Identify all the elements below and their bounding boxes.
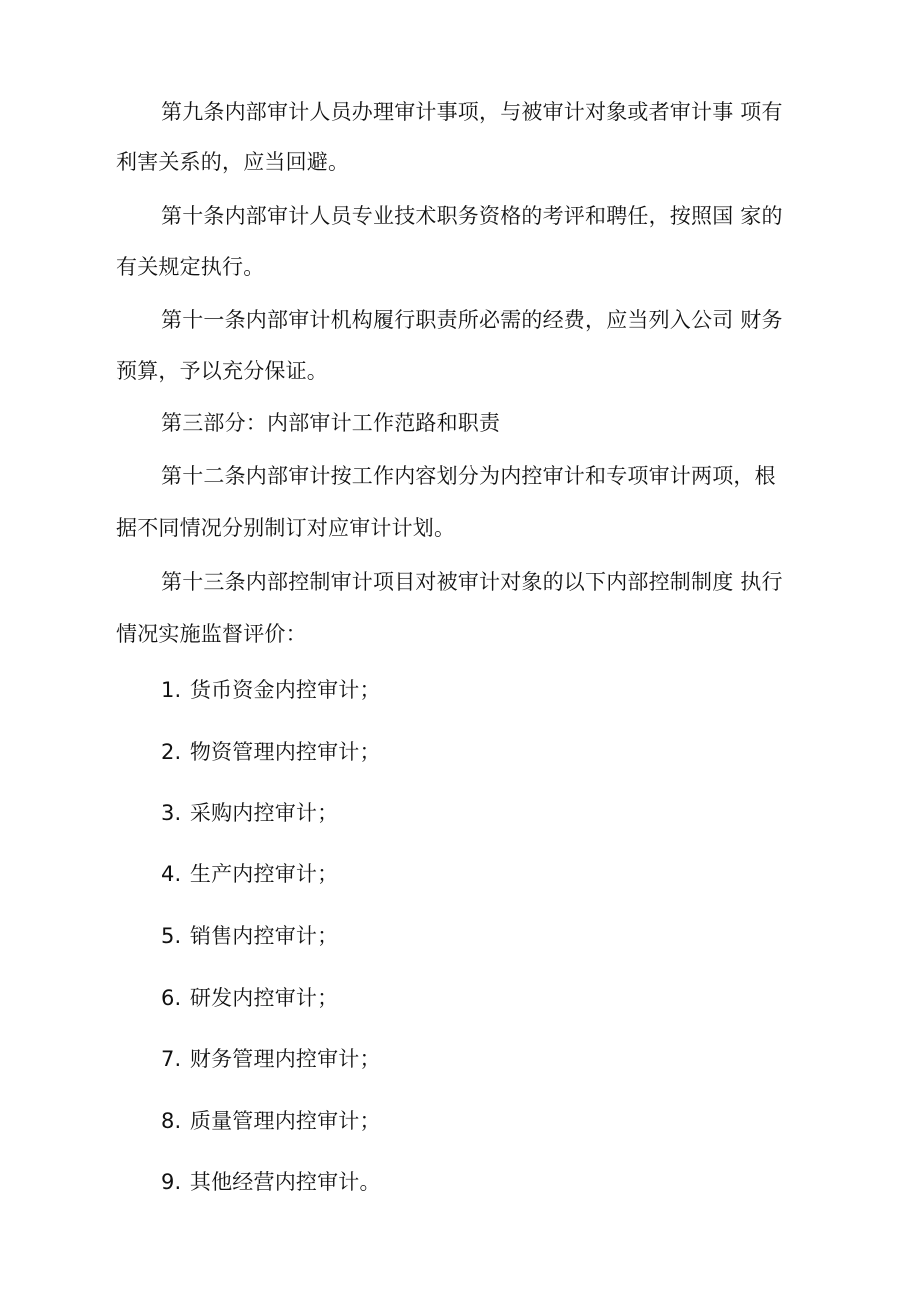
list-item-text: 其他经营内控审计。 <box>189 1170 381 1194</box>
list-item-number: 2. <box>161 740 182 764</box>
paragraph-12-line-1: 第十二条内部审计按工作内容划分为内控审计和专项审计两项，根 <box>161 464 776 488</box>
paragraph-9-line-2: 利害关系的，应当回避。 <box>116 150 350 174</box>
paragraph-10-line-1: 第十条内部审计人员专业技术职务资格的考评和聘任，按照国 家的 <box>161 204 783 228</box>
list-item-text: 财务管理内控审计； <box>189 1047 381 1071</box>
paragraph-10-line-2: 有关规定执行。 <box>116 255 265 279</box>
list-item-number: 3. <box>161 801 182 825</box>
list-item <box>0 1045 920 1073</box>
paragraph-13-line-1: 第十三条内部控制审计项目对被审计对象的以下内部控制制度 执行 <box>161 570 783 594</box>
list-item <box>0 1168 920 1196</box>
list-item <box>0 799 920 827</box>
list-item-text: 销售内控审计； <box>189 924 339 948</box>
list-item-text: 研发内控审计； <box>189 986 339 1010</box>
list-item <box>0 922 920 950</box>
list-item-text: 物资管理内控审计； <box>189 740 381 764</box>
list-item-number: 9. <box>161 1170 182 1194</box>
list-item-number: 5. <box>161 924 182 948</box>
list-item-text: 采购内控审计； <box>189 801 339 825</box>
list-item-text: 货币资金内控审计； <box>189 678 381 702</box>
list-item <box>0 1107 920 1135</box>
list-item-number: 1. <box>161 678 182 702</box>
list-item-text: 生产内控审计； <box>189 862 339 886</box>
list-item-number: 4. <box>161 862 182 886</box>
list-item <box>0 860 920 888</box>
paragraph-11-line-2: 预算，予以充分保证。 <box>116 359 328 383</box>
list-item-number: 7. <box>161 1047 182 1071</box>
paragraph-13-line-2: 情况实施监督评价： <box>116 622 307 646</box>
list-item <box>0 984 920 1012</box>
paragraph-9-line-1: 第九条内部审计人员办理审计事项，与被审计对象或者审计事 项有 <box>161 100 783 124</box>
paragraph-11-line-1: 第十一条内部审计机构履行职责所必需的经费，应当列入公司 财务 <box>161 308 783 332</box>
section-heading-part-3: 第三部分：内部审计工作范路和职责 <box>161 411 501 435</box>
list-item-text: 质量管理内控审计； <box>189 1109 381 1133</box>
list-item <box>0 738 920 766</box>
list-item <box>0 676 920 704</box>
paragraph-12-line-2: 据不同情况分别制订对应审计计划。 <box>116 516 456 540</box>
list-item-number: 6. <box>161 986 182 1010</box>
list-item-number: 8. <box>161 1109 182 1133</box>
